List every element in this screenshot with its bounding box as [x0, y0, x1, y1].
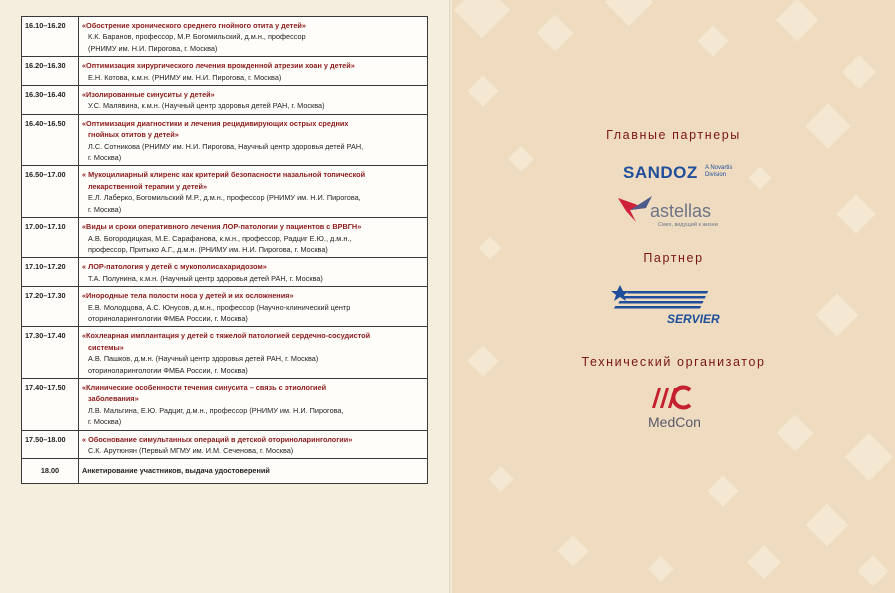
talk-title: «Изолированные синуситы у детей»: [82, 90, 215, 100]
talk-cell: [79, 17, 428, 57]
talk-affiliation: (РНИМУ им. Н.И. Пирогова, г. Москва): [88, 43, 218, 53]
talk-title: « Мукоцилиарный клиренс как критерий безопасности назальной топической: [82, 170, 366, 180]
talk-affiliation: оториноларингологии ФМБА России, г. Москва): [88, 313, 248, 323]
table-row: [22, 114, 428, 166]
talk-title: « Обоснование симультанных операций в детской оториноларингологии»: [82, 434, 353, 444]
talk-title: « ЛОР-патология у детей с мукополисахаридозом»: [82, 262, 267, 272]
servier-logo: [611, 285, 731, 327]
final-activity: Анкетирование участников, выдача удостоверений: [79, 459, 428, 483]
main-partners-header: Главные партнеры: [606, 128, 741, 142]
time-cell: 17.40–17.50: [22, 378, 79, 430]
sandoz-wordmark: SANDOZ: [623, 163, 698, 182]
talk-affiliation: профессор, Притыко А.Г., д.м.н. (РНИМУ им. Н.И. Пирогова, г. Москва): [88, 244, 328, 254]
table-row: [22, 17, 428, 57]
talk-title: «Инородные тела полости носа у детей и их осложнения»: [82, 291, 294, 301]
talk-authors: Л.В. Мальгина, Е.Ю. Радциг, д.м.н., профессор (РНИМУ им. Н.И. Пирогова,: [88, 405, 344, 415]
talk-title: «Обострение хронического среднего гнойного отита у детей»: [82, 21, 306, 30]
time-cell: 18.00: [22, 459, 79, 483]
servier-wordmark: SERVIER: [667, 312, 720, 326]
talk-affiliation: оториноларингологии ФМБА России, г. Москва): [88, 365, 248, 375]
talk-cell: [79, 114, 428, 166]
talk-authors: А.В. Пашков, д.м.н. (Научный центр здоровья детей РАН, г. Москва): [88, 354, 319, 364]
table-row: [22, 166, 428, 218]
talk-title-cont: заболевания»: [88, 394, 139, 404]
time-cell: 16.10–16.20: [22, 17, 79, 57]
medcon-mark-icon: [650, 384, 694, 410]
table-row: [22, 218, 428, 258]
table-row: [22, 86, 428, 115]
talk-title: «Виды и сроки оперативного лечения ЛОР-патологии у пациентов с ВРВГН»: [82, 222, 362, 232]
servier-stripes-icon: [611, 285, 721, 315]
talk-title-cont: системы»: [88, 342, 124, 352]
table-row: [22, 327, 428, 379]
partner-header: Партнер: [643, 251, 704, 265]
sandoz-sub-1: A Novartis: [705, 165, 733, 171]
talk-affiliation: г. Москва): [88, 153, 122, 163]
time-cell: 16.40–16.50: [22, 114, 79, 166]
table-row: [22, 378, 428, 430]
time-cell: 16.50–17.00: [22, 166, 79, 218]
time-cell: 17.00–17.10: [22, 218, 79, 258]
talk-title: «Оптимизация хирургического лечения врожденной атрезии хоан у детей»: [82, 61, 355, 71]
table-row-final: [22, 459, 428, 483]
table-row: [22, 430, 428, 459]
time-cell: 16.20–16.30: [22, 57, 79, 86]
talk-cell: [79, 166, 428, 218]
talk-cell: [79, 378, 428, 430]
talk-authors: У.С. Малявина, к.м.н. (Научный центр здоровья детей РАН, г. Москва): [88, 101, 325, 111]
program-table: [21, 16, 428, 484]
talk-cell: [79, 86, 428, 115]
talk-title-cont: гнойных отитов у детей»: [88, 130, 179, 140]
talk-authors: Т.А. Полунина, к.м.н. (Научный центр здоровья детей РАН, г. Москва): [88, 273, 323, 283]
talk-cell: [79, 57, 428, 86]
talk-cell: [79, 218, 428, 258]
time-cell: 16.30–16.40: [22, 86, 79, 115]
time-cell: 17.30–17.40: [22, 327, 79, 379]
talk-affiliation: г. Москва): [88, 417, 122, 427]
talk-cell: [79, 327, 428, 379]
talk-authors: А.В. Богородицкая, М.Е. Сарафанова, к.м.н., профессор, Радциг Е.Ю., д.м.н.,: [88, 233, 352, 243]
time-cell: 17.50–18.00: [22, 430, 79, 459]
astellas-logo: [616, 192, 736, 234]
talk-authors: Е.В. Молодцова, А.С. Юнусов, д.м.н., профессор (Научно-клинический центр: [88, 302, 351, 312]
talk-authors: С.К. Арутюнян (Первый МГМУ им. И.М. Сеченова, г. Москва): [88, 446, 294, 455]
medcon-logo: [645, 384, 725, 434]
talk-cell: [79, 430, 428, 459]
sandoz-sub-2: Division: [705, 172, 727, 178]
medcon-wordmark: MedCon: [648, 414, 701, 430]
talk-title: «Кохлеарная имплантация у детей с тяжелой патологией сердечно-сосудистой: [82, 331, 371, 341]
talk-authors: Л.С. Сотникова (РНИМУ им. Н.И. Пирогова, Научный центр здоровья детей РАН,: [88, 141, 364, 151]
astellas-tagline: Смех, ведущий к жизни: [658, 222, 718, 228]
talk-affiliation: г. Москва): [88, 204, 122, 214]
talk-authors: Е.Л. Лаберко, Богомильский М.Р., д.м.н., профессор (РНИМУ им. Н.И. Пирогова,: [88, 193, 361, 203]
sandoz-logo: [623, 163, 753, 185]
time-cell: 17.10–17.20: [22, 258, 79, 287]
time-cell: 17.20–17.30: [22, 287, 79, 327]
talk-cell: [79, 287, 428, 327]
astellas-wordmark: astellas: [650, 201, 712, 221]
table-row: [22, 258, 428, 287]
table-row: [22, 57, 428, 86]
tech-organizer-header: Технический организатор: [581, 355, 766, 369]
table-row: [22, 287, 428, 327]
talk-cell: [79, 258, 428, 287]
talk-title: «Клинические особенности течения синусита – связь с этиологией: [82, 382, 327, 392]
talk-authors: Е.Н. Котова, к.м.н. (РНИМУ им. Н.И. Пирогова, г. Москва): [88, 72, 282, 82]
talk-title-cont: лекарственной терапии у детей»: [88, 181, 208, 191]
talk-title: «Оптимизация диагностики и лечения рецидивирующих острых средних: [82, 118, 349, 128]
talk-authors: К.К. Баранов, профессор, М.Р. Богомильский, д.м.н., профессор: [88, 32, 306, 42]
